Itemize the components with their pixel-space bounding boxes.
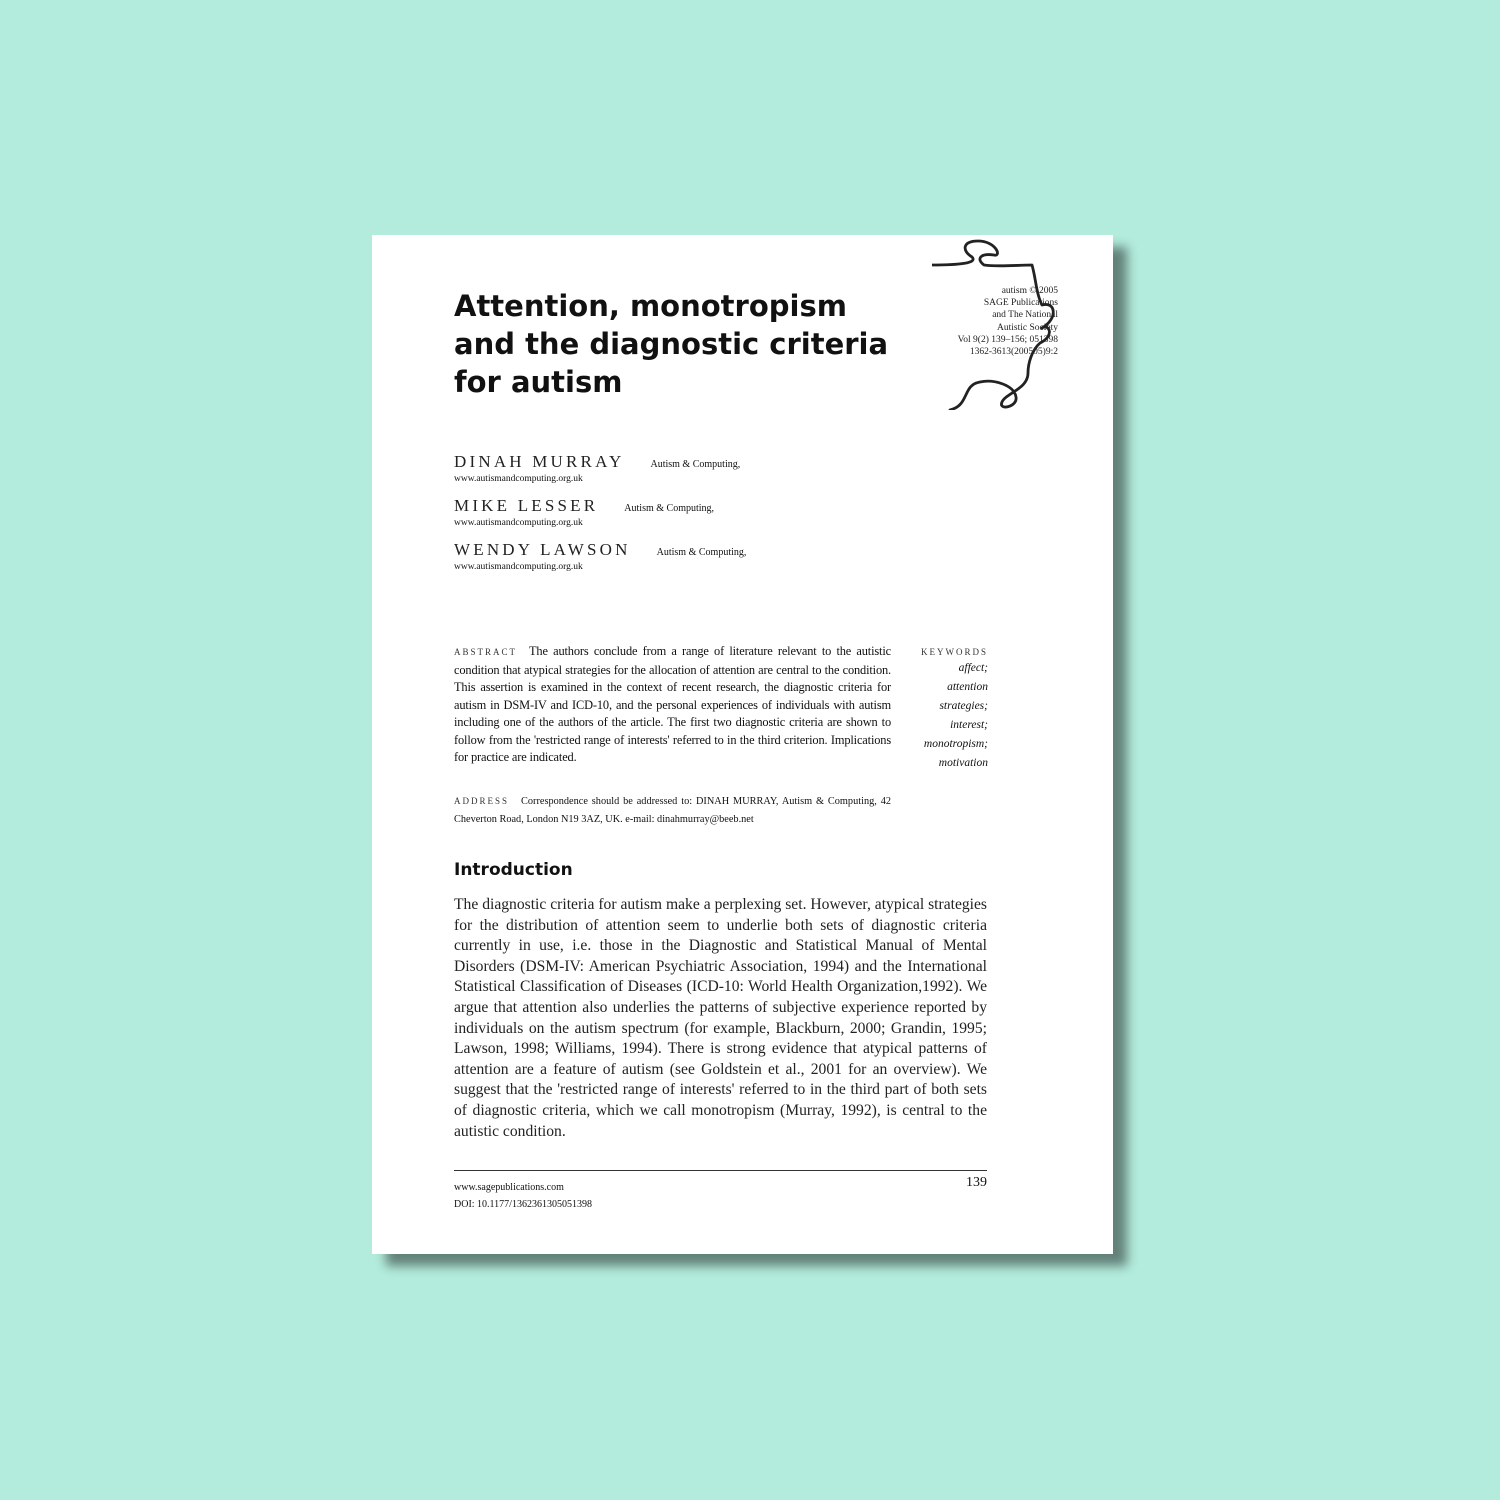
article-title: Attention, monotropism and the diagnostic criteria for autism	[454, 289, 889, 399]
journal-info-line: Autistic Society	[997, 322, 1058, 333]
page-number: 139	[966, 1175, 987, 1190]
author-name: WENDY LAWSON	[454, 540, 631, 559]
keywords	[902, 645, 988, 773]
journal-info-line: autism © 2005	[1001, 286, 1058, 296]
journal-info-line: Vol 9(2) 139–156; 051398	[957, 334, 1058, 345]
journal-info	[902, 285, 1058, 358]
abstract-text: The authors conclude from a range of literature relevant to the autistic condition that atypical strategies for the allocation of attention are central to the condition. This assertion is examined in the context of recent research, the diagnostic criteria for autism in DSM-IV and ICD-10, and the personal experiences of individuals with autism including one of the authors of the article. The first two diagnostic criteria are shown to follow from the 'restricted range of interests' referred to in the third criterion. Implications for practice are indicated.	[454, 644, 891, 764]
author-url: www.autismandcomputing.org.uk	[454, 562, 583, 572]
keyword-item: interest;	[950, 719, 988, 731]
correspondence-address	[454, 792, 891, 829]
author-affiliation: Autism & Computing,	[624, 503, 715, 514]
article-page	[372, 235, 1113, 1254]
keyword-item: affect;	[958, 662, 988, 674]
abstract-label: ABSTRACT	[454, 647, 518, 657]
author-url: www.autismandcomputing.org.uk	[454, 474, 583, 484]
address-text: Correspondence should be addressed to: DINAH MURRAY, Autism & Computing, 42 Cheverton Road, London N19 3AZ, UK. e-mail: dinahmurray@beeb.net	[454, 796, 891, 825]
author-entry	[454, 540, 954, 572]
author-name: DINAH MURRAY	[454, 452, 625, 471]
footer-divider	[454, 1170, 987, 1171]
author-entry	[454, 452, 954, 484]
keyword-item: motivation	[938, 757, 988, 769]
address-label: ADDRESS	[454, 796, 510, 806]
publisher-website: www.sagepublications.com	[454, 1182, 564, 1193]
doi: DOI: 10.1177/1362361305051398	[454, 1199, 592, 1210]
journal-info-line: 1362-3613(200505)9:2	[969, 347, 1058, 358]
introduction-paragraph: The diagnostic criteria for autism make a perplexing set. However, atypical strategies for the distribution of attention seem to underlie both sets of diagnostic criteria currently in use, i.e. those in the Diagnostic and Statistical Manual of Mental Disorders (DSM-IV: American Psychiatric Association, 1994) and the International Statistical Classification of Diseases (ICD-10: World Health Organization,1992). We argue that attention also underlies the patterns of subjective experience reported by individuals on the autism spectrum (for example, Blackburn, 2000; Grandin, 1995; Lawson, 1998; Williams, 1994). There is strong evidence that atypical patterns of attention are a feature of autism (see Goldstein et al., 2001 for an overview). We suggest that the 'restricted range of interests' referred to in the third part of both sets of diagnostic criteria, which we call monotropism (Murray, 1992), is central to the autistic condition.	[454, 896, 987, 1140]
keyword-item: attention	[947, 681, 988, 693]
footer-info	[454, 1179, 592, 1213]
author-list	[454, 452, 954, 584]
author-affiliation: Autism & Computing,	[650, 459, 741, 470]
section-heading: Introduction	[454, 860, 573, 880]
keyword-item: monotropism;	[923, 738, 988, 750]
author-affiliation: Autism & Computing,	[656, 547, 747, 558]
author-name: MIKE LESSER	[454, 496, 599, 515]
author-entry	[454, 496, 954, 528]
journal-info-line: SAGE Publications	[983, 298, 1058, 309]
abstract	[454, 643, 891, 767]
keywords-label: KEYWORDS	[921, 647, 988, 657]
keyword-item: strategies;	[939, 700, 988, 712]
author-url: www.autismandcomputing.org.uk	[454, 518, 583, 528]
journal-info-line: and The National	[992, 310, 1058, 321]
